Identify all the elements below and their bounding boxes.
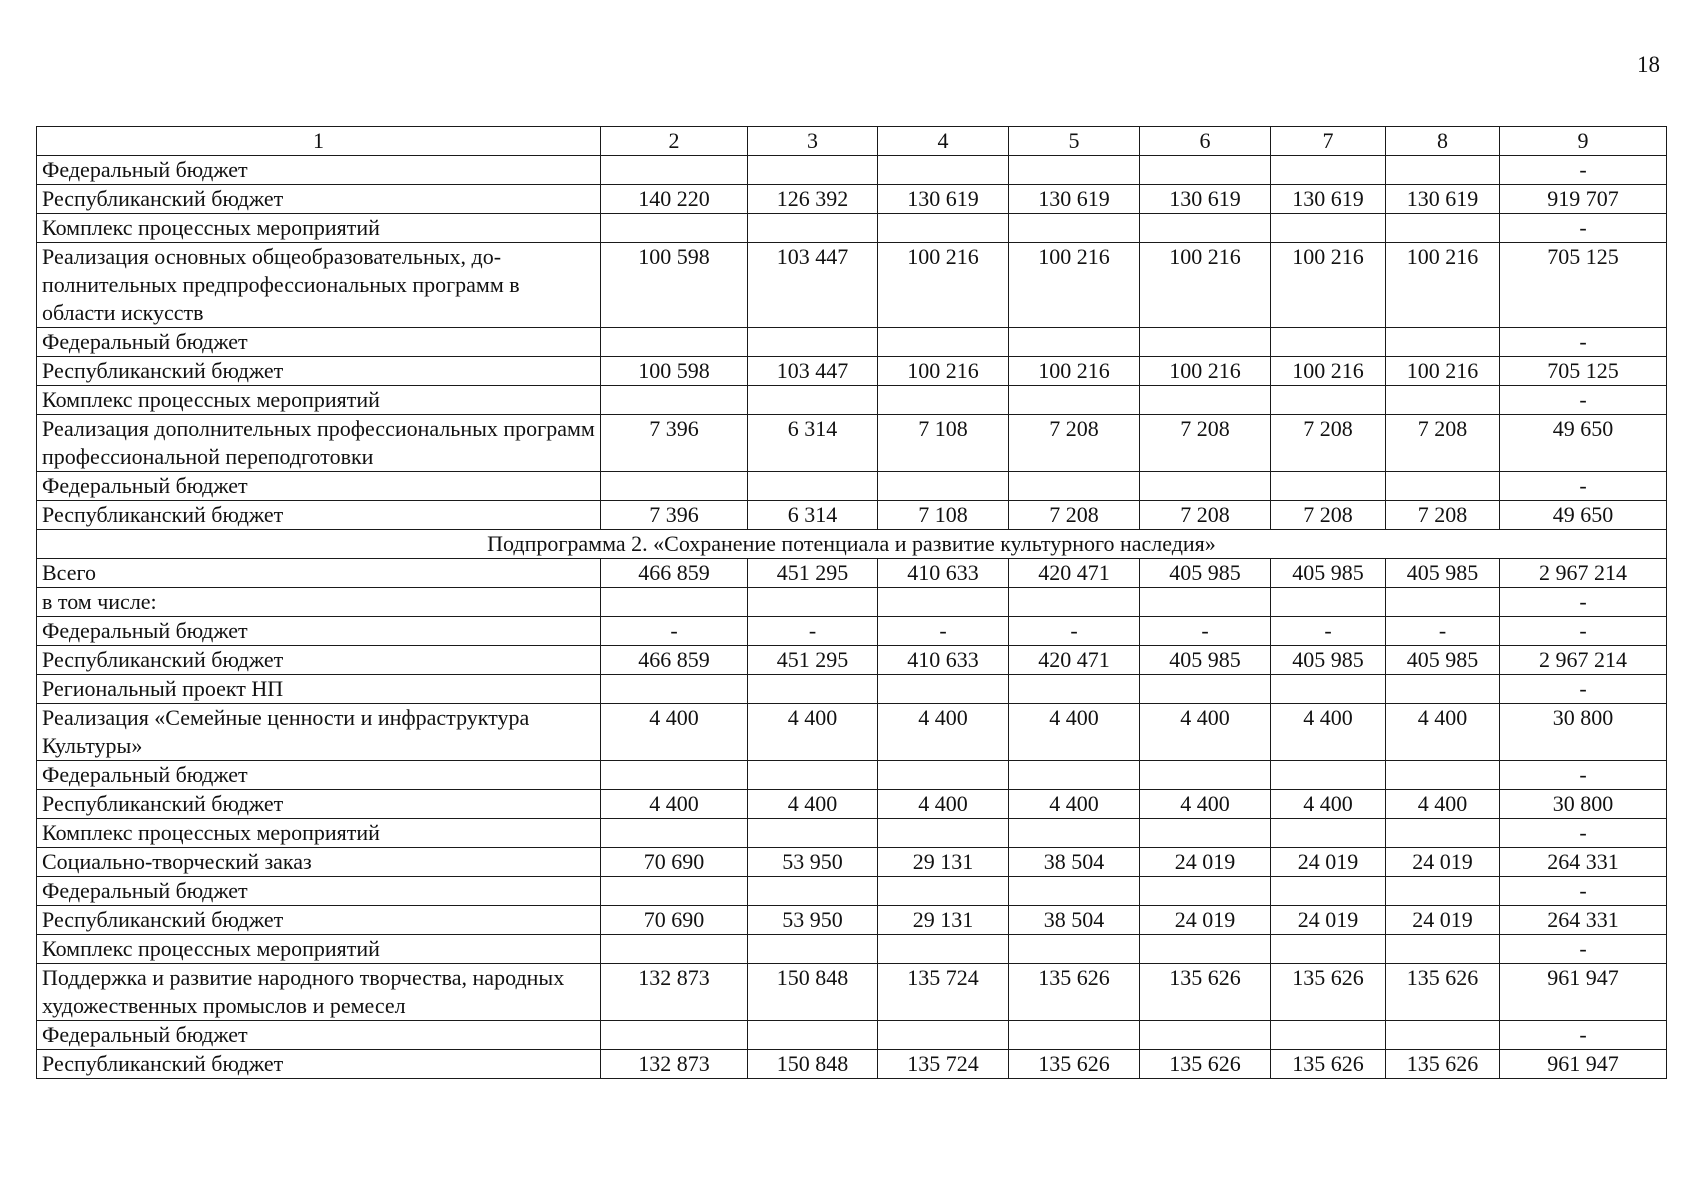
row-label: Реализация дополнительных профессиональных программ профессиональной переподготовки: [37, 415, 601, 472]
value-cell: [748, 156, 878, 185]
value-cell: [601, 156, 748, 185]
row-label: Республиканский бюджет: [37, 1050, 601, 1079]
value-cell: [1140, 328, 1271, 357]
value-cell: [1009, 877, 1140, 906]
value-cell: 6 314: [748, 501, 878, 530]
row-label: Реализация «Семейные ценности и инфраструктура Культуры»: [37, 704, 601, 761]
value-cell: 49 650: [1500, 501, 1667, 530]
value-cell: [878, 935, 1009, 964]
value-cell: [878, 819, 1009, 848]
table-row: [37, 646, 1667, 675]
value-cell: [1009, 386, 1140, 415]
value-cell: [1386, 761, 1500, 790]
section-title: Подпрограмма 2. «Сохранение потенциала и развитие культурного наследия»: [37, 530, 1667, 559]
value-cell: [1009, 328, 1140, 357]
value-cell: [1140, 877, 1271, 906]
value-cell: 420 471: [1009, 646, 1140, 675]
row-label: Республиканский бюджет: [37, 646, 601, 675]
value-cell: [1271, 156, 1386, 185]
value-cell: -: [1500, 617, 1667, 646]
value-cell: 130 619: [1271, 185, 1386, 214]
value-cell: 135 626: [1271, 1050, 1386, 1079]
value-cell: 24 019: [1140, 906, 1271, 935]
value-cell: [601, 761, 748, 790]
value-cell: 4 400: [1009, 790, 1140, 819]
table-body-part1: [37, 156, 1667, 530]
value-cell: [878, 761, 1009, 790]
value-cell: 4 400: [1386, 704, 1500, 761]
table-row: [37, 1021, 1667, 1050]
table-row: [37, 761, 1667, 790]
value-cell: 135 626: [1009, 964, 1140, 1021]
value-cell: 135 626: [1386, 964, 1500, 1021]
value-cell: [1271, 214, 1386, 243]
row-label: Республиканский бюджет: [37, 185, 601, 214]
value-cell: -: [1500, 935, 1667, 964]
value-cell: 135 626: [1271, 964, 1386, 1021]
value-cell: [748, 877, 878, 906]
value-cell: 24 019: [1140, 848, 1271, 877]
value-cell: [878, 386, 1009, 415]
value-cell: 961 947: [1500, 964, 1667, 1021]
value-cell: [878, 328, 1009, 357]
table-row: [37, 906, 1667, 935]
value-cell: 135 626: [1386, 1050, 1500, 1079]
value-cell: 24 019: [1386, 906, 1500, 935]
table-row: [37, 819, 1667, 848]
value-cell: 24 019: [1271, 906, 1386, 935]
row-label: Федеральный бюджет: [37, 156, 601, 185]
header-cell: 7: [1271, 127, 1386, 156]
value-cell: 7 108: [878, 501, 1009, 530]
table-row: [37, 848, 1667, 877]
value-cell: [1386, 675, 1500, 704]
value-cell: 140 220: [601, 185, 748, 214]
value-cell: [601, 472, 748, 501]
value-cell: [1271, 819, 1386, 848]
table-row: [37, 877, 1667, 906]
value-cell: [878, 877, 1009, 906]
row-label: Федеральный бюджет: [37, 761, 601, 790]
value-cell: 961 947: [1500, 1050, 1667, 1079]
value-cell: 405 985: [1386, 559, 1500, 588]
value-cell: 135 626: [1009, 1050, 1140, 1079]
value-cell: -: [1271, 617, 1386, 646]
value-cell: [601, 1021, 748, 1050]
value-cell: 4 400: [1140, 704, 1271, 761]
value-cell: [1009, 214, 1140, 243]
table-row: [37, 357, 1667, 386]
value-cell: 130 619: [1386, 185, 1500, 214]
value-cell: 100 216: [1386, 357, 1500, 386]
table-header: [37, 127, 1667, 156]
value-cell: -: [1500, 675, 1667, 704]
value-cell: -: [1500, 328, 1667, 357]
row-label: Федеральный бюджет: [37, 472, 601, 501]
header-cell: 4: [878, 127, 1009, 156]
table-row: [37, 386, 1667, 415]
row-label: Республиканский бюджет: [37, 501, 601, 530]
value-cell: [1271, 935, 1386, 964]
value-cell: 4 400: [1271, 704, 1386, 761]
value-cell: [1271, 1021, 1386, 1050]
value-cell: [748, 935, 878, 964]
value-cell: 405 985: [1386, 646, 1500, 675]
value-cell: [1386, 472, 1500, 501]
value-cell: [1009, 588, 1140, 617]
value-cell: 2 967 214: [1500, 559, 1667, 588]
table-row: [37, 588, 1667, 617]
value-cell: [1140, 1021, 1271, 1050]
value-cell: 4 400: [601, 704, 748, 761]
value-cell: 70 690: [601, 906, 748, 935]
value-cell: 150 848: [748, 1050, 878, 1079]
value-cell: 4 400: [748, 790, 878, 819]
value-cell: 4 400: [1009, 704, 1140, 761]
value-cell: [1271, 588, 1386, 617]
value-cell: 7 396: [601, 501, 748, 530]
value-cell: [748, 1021, 878, 1050]
value-cell: 29 131: [878, 906, 1009, 935]
value-cell: 100 216: [1009, 243, 1140, 328]
row-label: Федеральный бюджет: [37, 328, 601, 357]
value-cell: [1009, 1021, 1140, 1050]
row-label: Федеральный бюджет: [37, 877, 601, 906]
value-cell: [1009, 472, 1140, 501]
value-cell: [1140, 819, 1271, 848]
value-cell: 7 208: [1271, 501, 1386, 530]
value-cell: 100 216: [1009, 357, 1140, 386]
value-cell: 705 125: [1500, 357, 1667, 386]
value-cell: 4 400: [748, 704, 878, 761]
value-cell: -: [601, 617, 748, 646]
value-cell: 4 400: [878, 790, 1009, 819]
value-cell: [878, 472, 1009, 501]
value-cell: 132 873: [601, 964, 748, 1021]
value-cell: [1140, 156, 1271, 185]
value-cell: -: [878, 617, 1009, 646]
value-cell: 4 400: [1271, 790, 1386, 819]
value-cell: 100 216: [1271, 357, 1386, 386]
value-cell: [1140, 935, 1271, 964]
row-label: Комплекс процессных мероприятий: [37, 214, 601, 243]
row-label: Реализация основных общеобразовательных, до-полнительных предпрофессиональных программ в области искусств: [37, 243, 601, 328]
value-cell: 420 471: [1009, 559, 1140, 588]
value-cell: 70 690: [601, 848, 748, 877]
value-cell: 451 295: [748, 646, 878, 675]
table-row: [37, 156, 1667, 185]
value-cell: [1386, 214, 1500, 243]
value-cell: 38 504: [1009, 848, 1140, 877]
value-cell: [1140, 588, 1271, 617]
value-cell: 135 626: [1140, 964, 1271, 1021]
row-label: Федеральный бюджет: [37, 1021, 601, 1050]
value-cell: 919 707: [1500, 185, 1667, 214]
table-row: [37, 704, 1667, 761]
header-cell: 3: [748, 127, 878, 156]
table-row: [37, 185, 1667, 214]
value-cell: 410 633: [878, 646, 1009, 675]
value-cell: [1271, 761, 1386, 790]
table-row: [37, 935, 1667, 964]
row-label: Республиканский бюджет: [37, 790, 601, 819]
table-row: [37, 472, 1667, 501]
row-label: Всего: [37, 559, 601, 588]
value-cell: [601, 214, 748, 243]
value-cell: 150 848: [748, 964, 878, 1021]
value-cell: 7 208: [1386, 501, 1500, 530]
value-cell: [878, 214, 1009, 243]
value-cell: 53 950: [748, 906, 878, 935]
table-row: [37, 243, 1667, 328]
value-cell: 132 873: [601, 1050, 748, 1079]
value-cell: 7 208: [1009, 415, 1140, 472]
value-cell: 410 633: [878, 559, 1009, 588]
row-label: Республиканский бюджет: [37, 357, 601, 386]
value-cell: 405 985: [1140, 559, 1271, 588]
value-cell: 4 400: [601, 790, 748, 819]
header-cell: 9: [1500, 127, 1667, 156]
value-cell: [601, 935, 748, 964]
value-cell: -: [1500, 877, 1667, 906]
table-row: [37, 790, 1667, 819]
value-cell: -: [1140, 617, 1271, 646]
value-cell: -: [1500, 472, 1667, 501]
value-cell: -: [1500, 761, 1667, 790]
value-cell: [1386, 935, 1500, 964]
value-cell: [1140, 214, 1271, 243]
value-cell: 30 800: [1500, 704, 1667, 761]
row-label: Региональный проект НП: [37, 675, 601, 704]
table-row: [37, 617, 1667, 646]
value-cell: 7 208: [1140, 415, 1271, 472]
row-label: Социально-творческий заказ: [37, 848, 601, 877]
value-cell: [1271, 675, 1386, 704]
value-cell: 100 216: [1140, 357, 1271, 386]
value-cell: 7 108: [878, 415, 1009, 472]
header-row: [37, 127, 1667, 156]
value-cell: 7 208: [1386, 415, 1500, 472]
value-cell: [878, 675, 1009, 704]
value-cell: [1386, 877, 1500, 906]
value-cell: 7 208: [1140, 501, 1271, 530]
value-cell: [1386, 1021, 1500, 1050]
value-cell: [601, 675, 748, 704]
value-cell: [878, 1021, 1009, 1050]
page-number: 18: [1637, 52, 1660, 77]
value-cell: -: [1009, 617, 1140, 646]
value-cell: 130 619: [878, 185, 1009, 214]
header-cell: 6: [1140, 127, 1271, 156]
row-label: Комплекс процессных мероприятий: [37, 935, 601, 964]
value-cell: [1271, 472, 1386, 501]
value-cell: [601, 877, 748, 906]
header-cell: 2: [601, 127, 748, 156]
value-cell: [748, 214, 878, 243]
value-cell: 264 331: [1500, 848, 1667, 877]
value-cell: [748, 675, 878, 704]
header-cell: 5: [1009, 127, 1140, 156]
value-cell: 100 216: [1386, 243, 1500, 328]
value-cell: [1009, 156, 1140, 185]
value-cell: 38 504: [1009, 906, 1140, 935]
value-cell: 100 598: [601, 243, 748, 328]
value-cell: -: [748, 617, 878, 646]
value-cell: 405 985: [1271, 559, 1386, 588]
header-cell: 1: [37, 127, 601, 156]
value-cell: [601, 328, 748, 357]
value-cell: 405 985: [1140, 646, 1271, 675]
value-cell: [601, 386, 748, 415]
value-cell: [1009, 935, 1140, 964]
value-cell: 135 724: [878, 1050, 1009, 1079]
value-cell: 130 619: [1009, 185, 1140, 214]
table-row: [37, 559, 1667, 588]
value-cell: 705 125: [1500, 243, 1667, 328]
table-row: [37, 214, 1667, 243]
value-cell: [878, 156, 1009, 185]
value-cell: 6 314: [748, 415, 878, 472]
value-cell: [748, 328, 878, 357]
value-cell: 7 396: [601, 415, 748, 472]
value-cell: [1386, 328, 1500, 357]
value-cell: 103 447: [748, 243, 878, 328]
value-cell: [1271, 328, 1386, 357]
table-row: [37, 328, 1667, 357]
value-cell: [1140, 675, 1271, 704]
budget-table: [36, 126, 1667, 1079]
value-cell: -: [1386, 617, 1500, 646]
table-row: [37, 1050, 1667, 1079]
value-cell: [1140, 761, 1271, 790]
row-label: Федеральный бюджет: [37, 617, 601, 646]
row-label: Комплекс процессных мероприятий: [37, 819, 601, 848]
value-cell: [1271, 877, 1386, 906]
value-cell: [1386, 386, 1500, 415]
table-row: [37, 675, 1667, 704]
value-cell: [748, 386, 878, 415]
value-cell: -: [1500, 214, 1667, 243]
value-cell: 24 019: [1386, 848, 1500, 877]
value-cell: 135 626: [1140, 1050, 1271, 1079]
value-cell: -: [1500, 588, 1667, 617]
value-cell: 405 985: [1271, 646, 1386, 675]
value-cell: [1140, 386, 1271, 415]
value-cell: [1271, 386, 1386, 415]
value-cell: 130 619: [1140, 185, 1271, 214]
value-cell: 7 208: [1271, 415, 1386, 472]
value-cell: [1386, 819, 1500, 848]
value-cell: [748, 472, 878, 501]
value-cell: 264 331: [1500, 906, 1667, 935]
value-cell: 7 208: [1009, 501, 1140, 530]
value-cell: 451 295: [748, 559, 878, 588]
value-cell: 100 216: [1271, 243, 1386, 328]
value-cell: [1386, 156, 1500, 185]
table-row: [37, 415, 1667, 472]
value-cell: 4 400: [1386, 790, 1500, 819]
value-cell: 24 019: [1271, 848, 1386, 877]
row-label: Республиканский бюджет: [37, 906, 601, 935]
value-cell: 53 950: [748, 848, 878, 877]
row-label: Комплекс процессных мероприятий: [37, 386, 601, 415]
section-row: [37, 530, 1667, 559]
table-row: [37, 964, 1667, 1021]
table-body-part2: [37, 559, 1667, 1079]
value-cell: [748, 761, 878, 790]
row-label: Поддержка и развитие народного творчества, народных художественных промыслов и ремесел: [37, 964, 601, 1021]
value-cell: 103 447: [748, 357, 878, 386]
value-cell: 100 598: [601, 357, 748, 386]
value-cell: [878, 588, 1009, 617]
value-cell: 100 216: [878, 243, 1009, 328]
value-cell: -: [1500, 156, 1667, 185]
value-cell: [1386, 588, 1500, 617]
value-cell: 49 650: [1500, 415, 1667, 472]
value-cell: [1009, 819, 1140, 848]
value-cell: [1140, 472, 1271, 501]
value-cell: 100 216: [878, 357, 1009, 386]
value-cell: 30 800: [1500, 790, 1667, 819]
value-cell: [1009, 675, 1140, 704]
value-cell: -: [1500, 819, 1667, 848]
header-cell: 8: [1386, 127, 1500, 156]
value-cell: [1009, 761, 1140, 790]
section-header: [37, 530, 1667, 559]
value-cell: 100 216: [1140, 243, 1271, 328]
value-cell: 4 400: [878, 704, 1009, 761]
value-cell: 466 859: [601, 559, 748, 588]
table-row: [37, 501, 1667, 530]
value-cell: [748, 819, 878, 848]
value-cell: -: [1500, 1021, 1667, 1050]
value-cell: [748, 588, 878, 617]
value-cell: [601, 588, 748, 617]
value-cell: [601, 819, 748, 848]
value-cell: 29 131: [878, 848, 1009, 877]
row-label: в том числе:: [37, 588, 601, 617]
value-cell: 466 859: [601, 646, 748, 675]
value-cell: 2 967 214: [1500, 646, 1667, 675]
value-cell: 4 400: [1140, 790, 1271, 819]
value-cell: -: [1500, 386, 1667, 415]
value-cell: 126 392: [748, 185, 878, 214]
value-cell: 135 724: [878, 964, 1009, 1021]
